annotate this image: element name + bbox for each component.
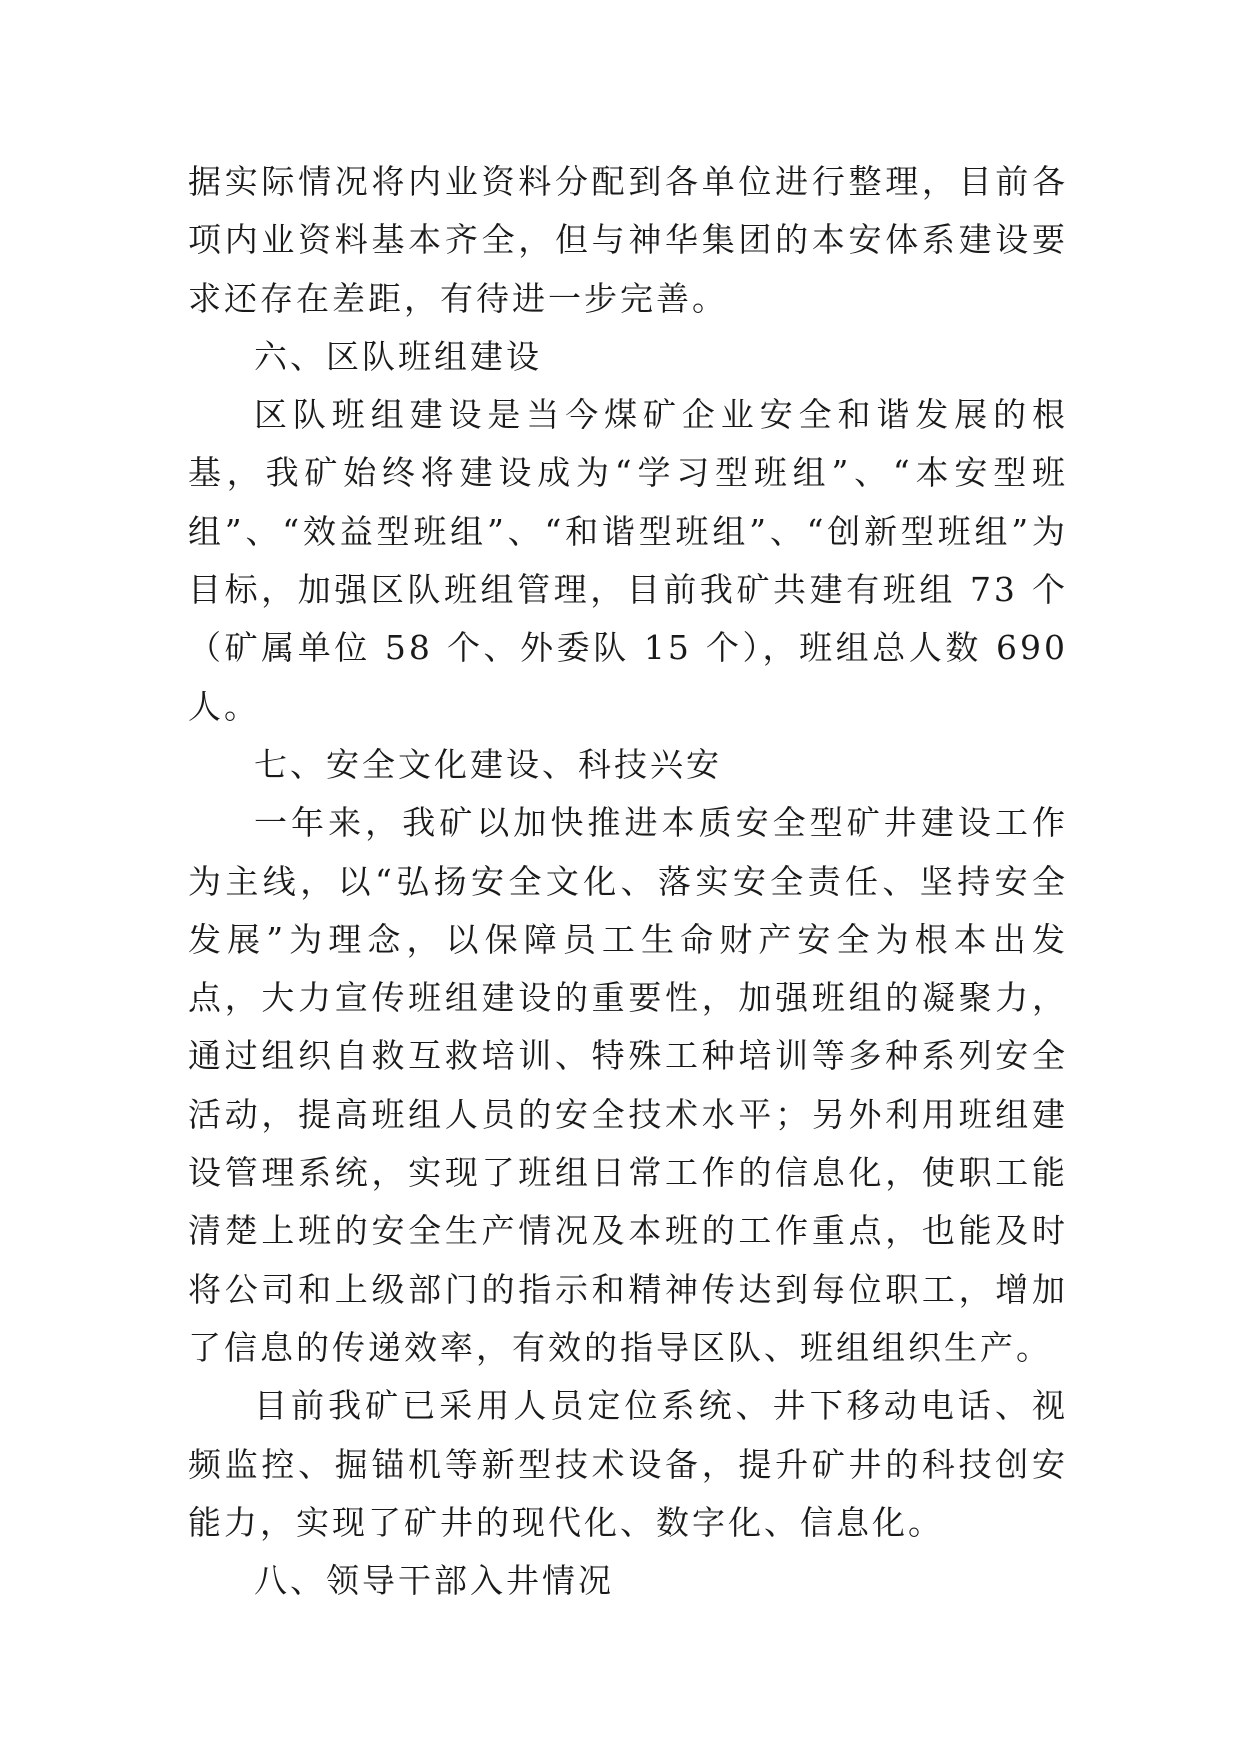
section-heading-8: 八、领导干部入井情况	[254, 1561, 614, 1601]
paragraph-team-building: 区队班组建设是当今煤矿企业安全和谐发展的根基，我矿始终将建设成为“学习型班组”、“本安型班组”、“效益型班组”、“和谐型班组”、“创新型班组”为目标，加强区队班组管理，目前我矿共建有班组 73 个（矿属单位 58 个、外委队 15 个），班组总人数 690 人。	[188, 395, 1068, 726]
section-heading-6: 六、区队班组建设	[254, 336, 542, 376]
paragraph-safety-culture: 一年来，我矿以加快推进本质安全型矿井建设工作为主线，以“弘扬安全文化、落实安全责任、坚持安全发展”为理念，以保障员工生命财产安全为根本出发点，大力宣传班组建设的重要性，加强班组的凝聚力，通过组织自救互救培训、特殊工种培训等多种系列安全活动，提高班组人员的安全技术水平；另外利用班组建设管理系统，实现了班组日常工作的信息化，使职工能清楚上班的安全生产情况及本班的工作重点，也能及时将公司和上级部门的指示和精神传达到每位职工，增加了信息的传递效率，有效的指导区队、班组组织生产。	[188, 803, 1068, 1367]
section-heading-7: 七、安全文化建设、科技兴安	[254, 744, 722, 784]
paragraph-technology: 目前我矿已采用人员定位系统、井下移动电话、视频监控、掘锚机等新型技术设备，提升矿井的科技创安能力，实现了矿井的现代化、数字化、信息化。	[188, 1386, 1068, 1542]
document-body	[188, 153, 1068, 1610]
paragraph-continuation: 据实际情况将内业资料分配到各单位进行整理，目前各项内业资料基本齐全，但与神华集团的本安体系建设要求还存在差距，有待进一步完善。	[188, 162, 1068, 318]
